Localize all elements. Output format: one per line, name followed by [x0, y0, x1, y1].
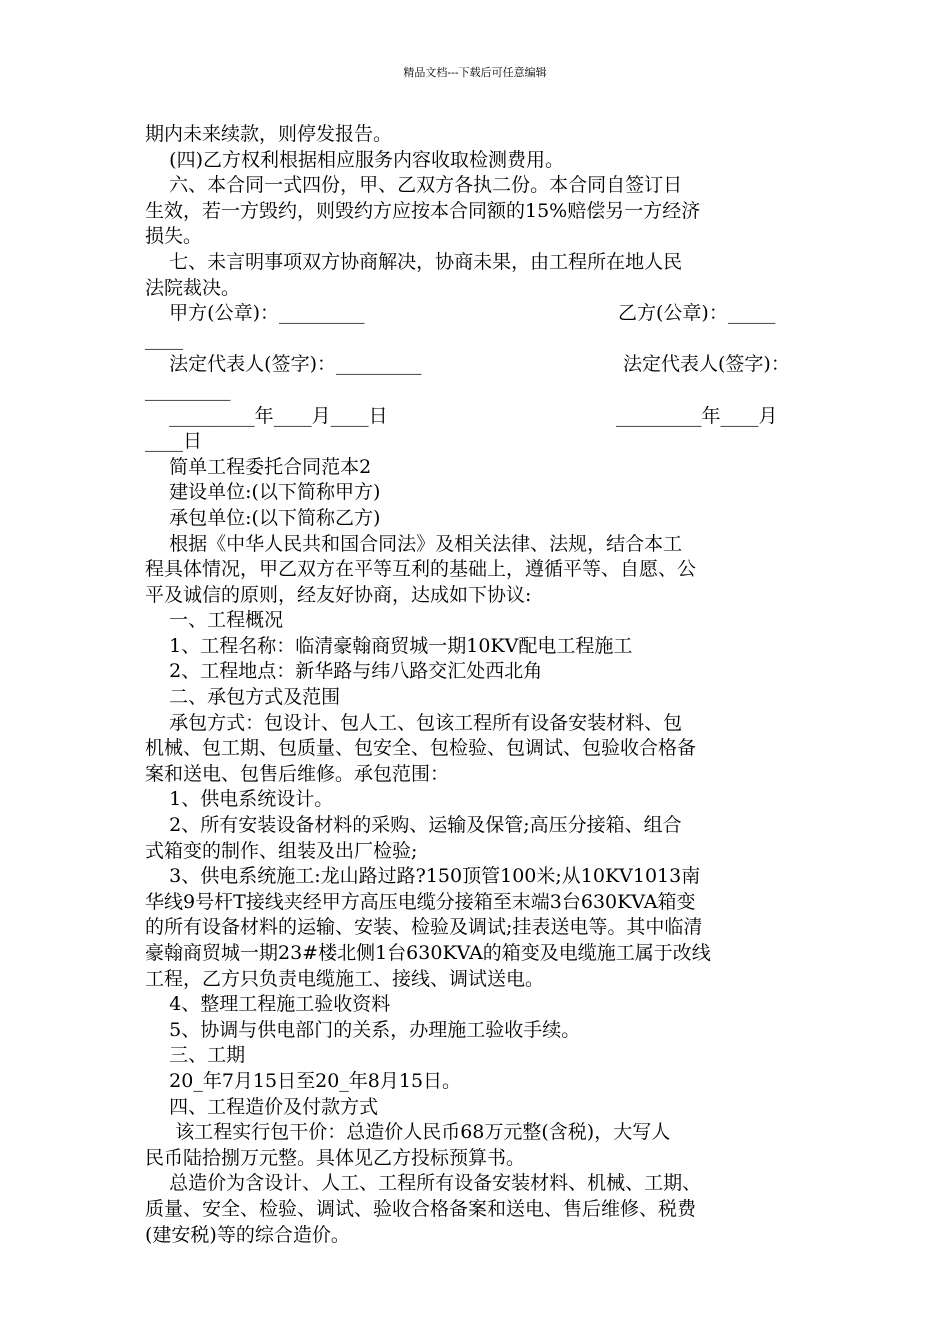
signature-date-wrap	[145, 429, 810, 455]
text-line: 民币陆拾捌万元整。具体见乙方投标预算书。	[145, 1146, 526, 1169]
party-b-rep: 法定代表人(签字)：	[623, 353, 790, 376]
text-line: 法院裁决。	[145, 276, 241, 299]
text-line: 期内未来续款，则停发报告。	[145, 123, 393, 145]
signature-rep-row	[145, 352, 810, 378]
text-line: 七、未言明事项双方协商解决，协商未果，由工程所在地人民	[145, 250, 683, 273]
text-line: (四)乙方权利根据相应服务内容收取检测费用。	[145, 148, 564, 171]
text-line: 二、承包方式及范围	[145, 686, 341, 709]
text-line: 生效，若一方毁约，则毁约方应按本合同额的15%赔偿另一方经济	[145, 199, 701, 222]
text-line: 损失。	[145, 225, 203, 248]
document-body	[145, 122, 810, 1248]
text-line: 承包单位:(以下简称乙方)	[145, 506, 381, 529]
text-line: 式箱变的制作、组装及出厂检验;	[145, 839, 418, 862]
page-header-watermark: 精品文档---下载后可任意编辑	[403, 66, 547, 79]
party-a-rep: 法定代表人(签字)：_________	[145, 353, 422, 376]
text-line: 承包方式：包设计、包人工、包该工程所有设备安装材料、包	[145, 711, 683, 734]
text-line: 2、工程地点：新华路与纬八路交汇处西北角	[145, 660, 543, 683]
party-b-seal: 乙方(公章)：_____	[618, 302, 776, 325]
text-line: 程具体情况，甲乙双方在平等互利的基础上，遵循平等、自愿、公	[145, 558, 697, 581]
text-line: 案和送电、包售后维修。承包范围：	[145, 762, 450, 785]
date-wrap-blank: ____日	[145, 430, 203, 453]
text-line: 2、所有安装设备材料的采购、运输及保管;高压分接箱、组合	[145, 814, 682, 837]
text-line: 1、供电系统设计。	[145, 788, 334, 811]
text-line: 1、工程名称：临清豪翰商贸城一期10KV配电工程施工	[145, 634, 633, 657]
text-line: 一、工程概况	[145, 609, 284, 632]
text-line: 3、供电系统施工:龙山路过路?150顶管100米;从10KV1013南	[145, 865, 701, 888]
text-line: 5、协调与供电部门的关系，办理施工验收手续。	[145, 1018, 581, 1041]
text-line: 华线9号杆T接线夹经甲方高压电缆分接箱至末端3台630KVA箱变	[145, 890, 696, 913]
text-line: 平及诚信的原则，经友好协商，达成如下协议:	[145, 583, 532, 606]
text-line: 机械、包工期、包质量、包安全、包检验、包调试、包验收合格备	[145, 737, 697, 760]
text-line: 建设单位:(以下简称甲方)	[145, 481, 381, 504]
text-line: 质量、安全、检验、调试、验收合格备案和送电、售后维修、税费	[145, 1197, 697, 1220]
text-line: (建安税)等的综合造价。	[145, 1223, 350, 1246]
signature-rep-wrap	[145, 378, 810, 404]
text-line: 根据《中华人民共和国合同法》及相关法律、法规，结合本工	[145, 532, 683, 555]
text-line: 总造价为含设计、人工、工程所有设备安装材料、机械、工期、	[145, 1172, 702, 1195]
signature-seal-row	[145, 301, 810, 327]
text-line: 简单工程委托合同范本2	[145, 455, 372, 478]
party-a-seal: 甲方(公章)：_________	[145, 302, 365, 325]
text-line: 20_年7月15日至20_年8月15日。	[145, 1069, 462, 1092]
party-a-date: _________年____月____日	[145, 404, 388, 427]
rep-wrap-blank: _________	[145, 378, 231, 401]
text-line: 工程，乙方只负责电缆施工、接线、调试送电。	[145, 967, 545, 990]
signature-seal-wrap	[145, 327, 810, 353]
text-line: 三、工期	[145, 1044, 246, 1067]
text-line: 四、工程造价及付款方式	[145, 1095, 379, 1118]
party-b-date: _________年____月	[616, 404, 778, 427]
text-line: 六、本合同一式四份，甲、乙双方各执二份。本合同自签订日	[145, 174, 683, 197]
text-line: 豪翰商贸城一期23#楼北侧1台630KVA的箱变及电缆施工属于改线	[145, 942, 711, 964]
text-line: 该工程实行包干价：总造价人民币68万元整(含税)，大写人	[145, 1121, 671, 1144]
text-line: 的所有设备材料的运输、安装、检验及调试;挂表送电等。其中临清	[145, 916, 703, 939]
signature-date-row	[145, 404, 810, 430]
seal-wrap-blank: ____	[145, 327, 183, 350]
text-line: 4、整理工程施工验收资料	[145, 993, 391, 1016]
